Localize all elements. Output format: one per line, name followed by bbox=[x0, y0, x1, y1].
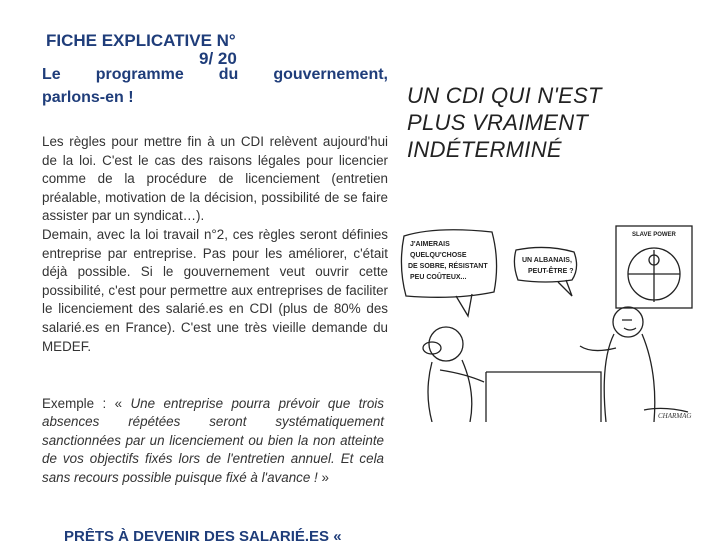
cartoon-illustration bbox=[396, 222, 696, 422]
fiche-title bbox=[46, 31, 346, 68]
right-title bbox=[407, 82, 707, 163]
footer-heading: PRÊTS À DEVENIR DES SALARIÉ.ES « bbox=[64, 528, 342, 545]
poster-title: SLAVE POWER bbox=[632, 232, 676, 238]
bubble-right-line1: UN ALBANAIS, bbox=[522, 257, 572, 264]
right-title-line1: UN CDI QUI N'EST bbox=[407, 83, 602, 108]
example-suffix: » bbox=[317, 469, 329, 485]
bubble-right-line2: PEUT-ÊTRE ? bbox=[528, 268, 574, 275]
paragraph-2: Demain, avec la loi travail n°2, ces règles seront définies entreprise par entreprise. Pas pour les améliorer, c'était déjà possible. Si le gouvernement veut ouvrir cette possibilité, c'est pour permettre aux entreprises de faciliter le licenciement des salarié.es en CDI (plus de 80% des salarié.es en France). C'est une très vieille demande du MEDEF. bbox=[42, 226, 388, 354]
example-block bbox=[42, 395, 384, 487]
example-quote: Une entreprise pourra prévoir que trois absences répétées seront systématiquement sanctionnées par un licenciement ou bien la non atteinte de vos objectifs fixés lors de l'entretien annuel. Et cela sans recours possible puisque fixé à l'avance ! bbox=[42, 396, 384, 485]
body-text bbox=[42, 133, 388, 356]
bubble-left-line4: PEU COÛTEUX... bbox=[410, 274, 467, 281]
bubble-left-line2: QUELQU'CHOSE bbox=[410, 252, 467, 259]
desk bbox=[486, 372, 601, 422]
fiche-title-label: FICHE EXPLICATIVE N° bbox=[46, 31, 236, 50]
paragraph-1: Les règles pour mettre fin à un CDI relèvent aujourd'hui de la loi. C'est le cas des raisons légales pour licencier comme de la procédure de licenciement (entretien préalable, motivation de la décision, possibilité de se faire assister par un syndicat…). bbox=[42, 134, 388, 224]
customer-head bbox=[429, 327, 463, 361]
subtitle-line1: Le programme du gouvernement, bbox=[42, 66, 388, 83]
example-prefix: Exemple : « bbox=[42, 396, 131, 411]
speech-bubble-right bbox=[514, 247, 576, 282]
cartoon-signature: CHARMAG bbox=[658, 412, 692, 420]
bubble-left-line1: J'AIMERAIS bbox=[410, 241, 450, 248]
fiche-number: 9/ 20 bbox=[199, 49, 237, 68]
bubble-left-line3: DE SOBRE, RÉSISTANT bbox=[408, 263, 488, 270]
salesman-head bbox=[613, 307, 643, 337]
right-title-line2: PLUS VRAIMENT bbox=[407, 110, 589, 135]
subtitle-line2: parlons-en ! bbox=[42, 89, 134, 106]
right-title-line3: INDÉTERMINÉ bbox=[407, 137, 562, 162]
